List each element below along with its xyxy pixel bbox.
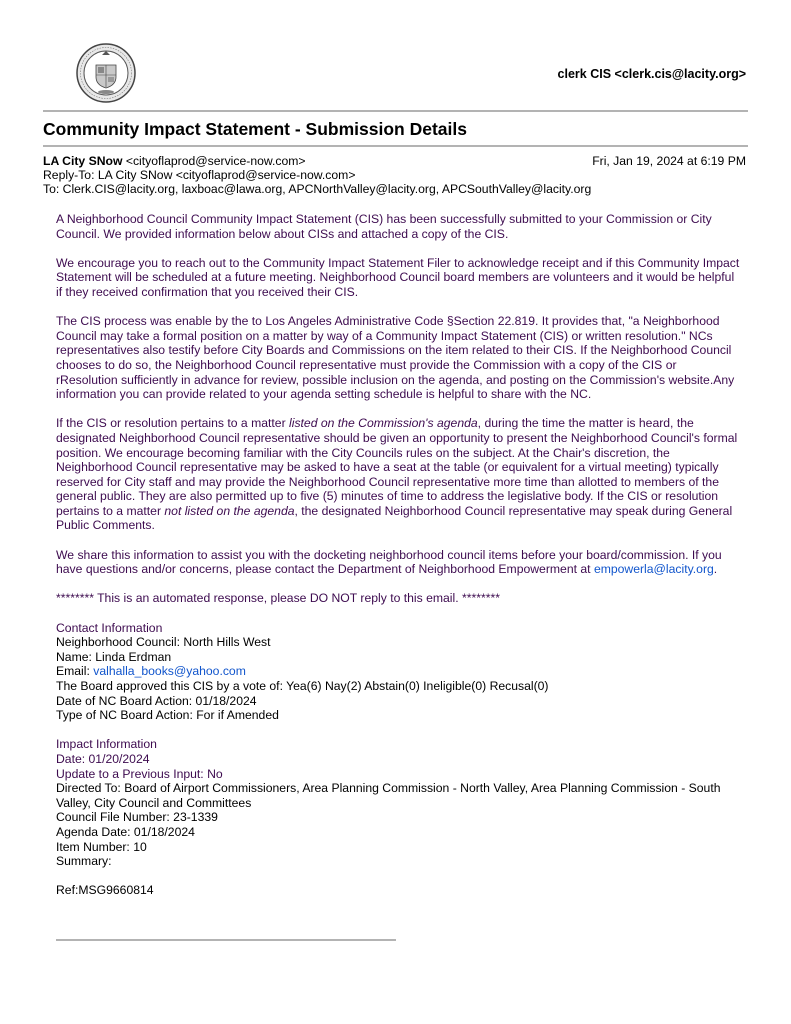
email-subject: Community Impact Statement - Submission Details <box>43 119 467 139</box>
account-address: clerk CIS <clerk.cis@lacity.org> <box>557 67 746 81</box>
empowerla-email-link[interactable]: empowerla@lacity.org <box>593 562 714 577</box>
email-body <box>56 212 741 898</box>
contact-action-date: Date of NC Board Action: 01/18/2024 <box>56 693 257 708</box>
sender-name: LA City SNow <box>43 154 123 168</box>
city-seal-logo <box>76 43 136 103</box>
paragraph-agenda: If the CIS or resolution pertains to a matter listed on the Commission's agenda, during the time the matter is heard, the designated Neighborhood Council representative should be given an opportunity to present the Neighborhood Council's formal position. We encourage becoming familiar with the City Councils rules on the subject. At the Chair's discretion, the Neighborhood Council representative may be asked to have a seat at the table (or equivalent for a virtual meeting) typically reserved for City staff and may provide the Neighborhood Council representative more time than allotted to members of the general public. They are also permitted up to five (5) minutes of time to address the legislative body. If the CIS or resolution pertains to a matter not listed on the agenda, the designated Neighborhood Council representative may speak during General Public Comments. <box>56 416 738 533</box>
contact-heading: Contact Information <box>56 620 163 635</box>
paragraph-contact-dept: We share this information to assist you with the docketing neighborhood council items before your board/commission. If you have questions and/or concerns, please contact the Department of Neighborhood Empowerment at empowerla@lacity.org. <box>56 547 722 577</box>
contact-email-row: Email: valhalla_books@yahoo.com <box>56 664 246 679</box>
reply-to-line: Reply-To: LA City SNow <cityoflaprod@service-now.com> <box>43 168 356 182</box>
to-line: To: Clerk.CIS@lacity.org, laxboac@lawa.org, APCNorthValley@lacity.org, APCSouthValley@lacity.org <box>43 182 592 196</box>
signature-divider <box>56 939 396 941</box>
contact-section <box>56 621 741 723</box>
contact-name: Name: Linda Erdman <box>56 649 172 664</box>
impact-heading: Impact Information <box>56 737 157 752</box>
paragraph-process: The CIS process was enable by the to Los Angeles Administrative Code §Section 22.819. It provides that, "a Neighborhood Council may take a formal position on a matter by way of a Community Impact Statement (CIS) or written resolution." NCs representatives also testify before City Boards and Commissions on the item related to their CIS. If the Neighborhood Council chooses to do so, the Neighborhood Council representative must provide the Commission with a copy of the CIS or rResolution sufficiently in advance for review, possible inclusion on the agenda, and posting on the Commission's website.Any information you can provide related to your agenda setting schedule is helpful to share with the NC. <box>56 314 735 402</box>
impact-summary: Summary: <box>56 854 112 869</box>
automated-notice: ******** This is an automated response, please DO NOT reply to this email. ******** <box>56 591 500 606</box>
sender-email: <cityoflaprod@service-now.com> <box>122 154 306 168</box>
reference-id: Ref:MSG9660814 <box>56 883 154 898</box>
contact-action-type: Type of NC Board Action: For if Amended <box>56 708 279 723</box>
paragraph-encourage: We encourage you to reach out to the Community Impact Statement Filer to acknowledge receipt and if this Community Impact Statement will be scheduled at a future meeting. Neighborhood Council board members are volunteers and it would be helpful if they received confirmation that you received their CIS. <box>56 255 740 299</box>
paragraph-intro: A Neighborhood Council Community Impact Statement (CIS) has been successfully submitted to your Commission or City Council. We provided information below about CISs and attached a copy of the CIS. <box>56 212 712 241</box>
impact-item-number: Item Number: 10 <box>56 839 147 854</box>
contact-email-link[interactable]: valhalla_books@yahoo.com <box>93 664 246 679</box>
top-divider <box>43 110 748 112</box>
impact-section <box>56 737 741 868</box>
impact-date: Date: 01/20/2024 <box>56 751 150 766</box>
contact-vote: The Board approved this CIS by a vote of: Yea(6) Nay(2) Abstain(0) Ineligible(0) Recusal(0) <box>56 679 549 693</box>
impact-directed: Directed To: Board of Airport Commissioners, Area Planning Commission - North Valley, Area Planning Commission - South Valley, City Council and Committees <box>56 781 721 810</box>
impact-agenda-date: Agenda Date: 01/18/2024 <box>56 824 195 839</box>
impact-file-number: Council File Number: 23-1339 <box>56 810 218 825</box>
contact-nc: Neighborhood Council: North Hills West <box>56 635 271 650</box>
impact-update: Update to a Previous Input: No <box>56 766 223 781</box>
from-line <box>43 154 306 168</box>
subject-divider <box>43 145 748 147</box>
sent-date: Fri, Jan 19, 2024 at 6:19 PM <box>592 154 746 168</box>
